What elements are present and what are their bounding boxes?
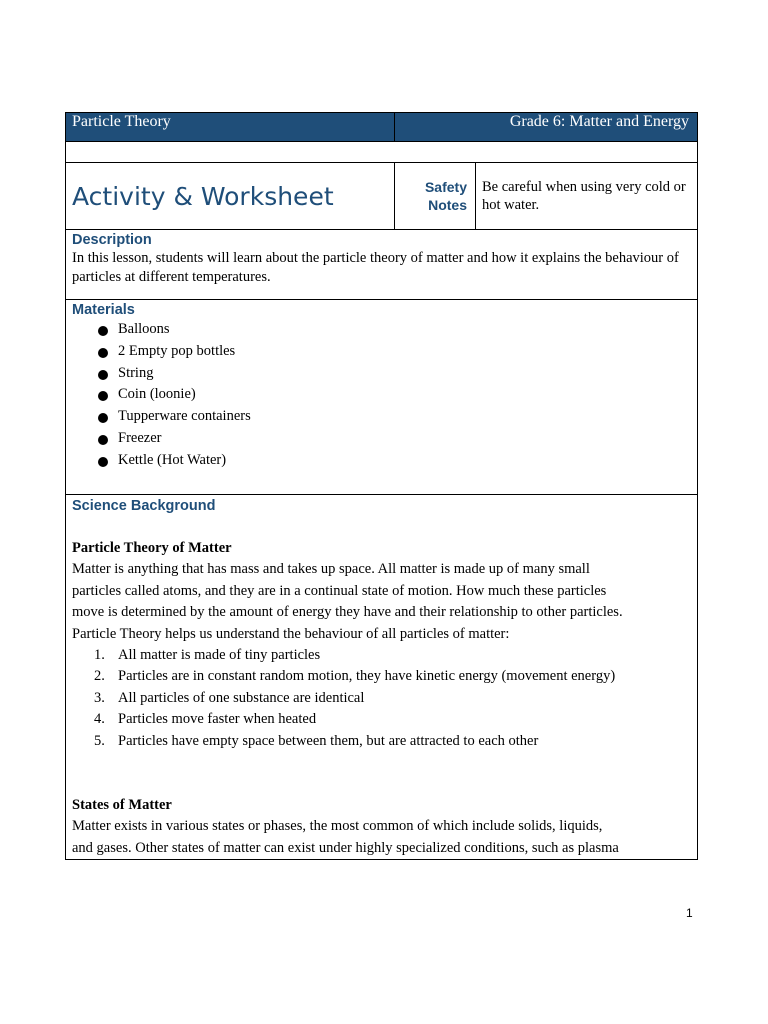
list-item: 2. Particles are in constant random motion, they have kinetic energy (movement energy) — [94, 668, 616, 685]
list-item: Tupperware containers — [96, 406, 691, 428]
header-row — [66, 113, 698, 142]
background-row — [66, 495, 698, 860]
spacer-row — [66, 142, 698, 163]
materials-list — [72, 319, 691, 472]
bullet-icon — [98, 370, 108, 380]
background-heading: Science Background — [72, 498, 216, 514]
grade-title: Grade 6: Matter and Energy — [395, 113, 698, 142]
title-cell — [66, 163, 395, 230]
list-item: Freezer — [96, 428, 691, 450]
particle-theory-paragraph: Matter is anything that has mass and takes up space. All matter is made up of many small particles called atoms, and they are in a continual state of motion. How much these particles move is determined by the amount of energy they have and their relationship to other particles. Particle Theory helps us understand the behaviour of all particles of matter: — [72, 561, 623, 642]
states-of-matter-heading: States of Matter — [72, 797, 172, 814]
list-item: 1. All matter is made of tiny particles — [94, 647, 321, 663]
worksheet-table — [65, 112, 698, 860]
page-title: Activity & Worksheet — [72, 181, 334, 211]
description-heading: Description — [72, 232, 152, 248]
description-text: In this lesson, students will learn about the particle theory of matter and how it explains the behaviour of particles at different temperatures. — [72, 250, 679, 285]
bullet-icon — [98, 391, 108, 401]
particle-theory-points — [72, 645, 691, 752]
topic-title: Particle Theory — [66, 113, 395, 142]
worksheet-page — [65, 112, 697, 860]
list-item: 2 Empty pop bottles — [96, 341, 691, 363]
list-item: Balloons — [96, 319, 691, 341]
bullet-icon — [98, 457, 108, 467]
states-of-matter-paragraph: Matter exists in various states or phases, the most common of which include solids, liquids, and gases. Other states of matter can exist under highly specialized conditions, such as plasma — [72, 818, 619, 856]
bullet-icon — [98, 413, 108, 423]
list-item: Coin (loonie) — [96, 384, 691, 406]
list-item: 5. Particles have empty space between them, but are attracted to each other — [94, 732, 539, 749]
particle-theory-heading: Particle Theory of Matter — [72, 540, 232, 556]
title-row — [66, 163, 698, 230]
safety-notes-label: Safety Notes — [395, 163, 476, 230]
list-item: Kettle (Hot Water) — [96, 450, 691, 472]
bullet-icon — [98, 435, 108, 445]
list-item: String — [96, 363, 691, 385]
materials-heading: Materials — [72, 302, 135, 318]
list-item: 4. Particles move faster when heated — [94, 711, 317, 728]
list-item: 3. All particles of one substance are identical — [94, 689, 365, 706]
safety-notes-text: Be careful when using very cold or hot water. — [476, 163, 698, 230]
page-number: 1 — [686, 906, 693, 920]
bullet-icon — [98, 326, 108, 336]
materials-row — [66, 300, 698, 495]
bullet-icon — [98, 348, 108, 358]
description-row — [66, 230, 698, 300]
